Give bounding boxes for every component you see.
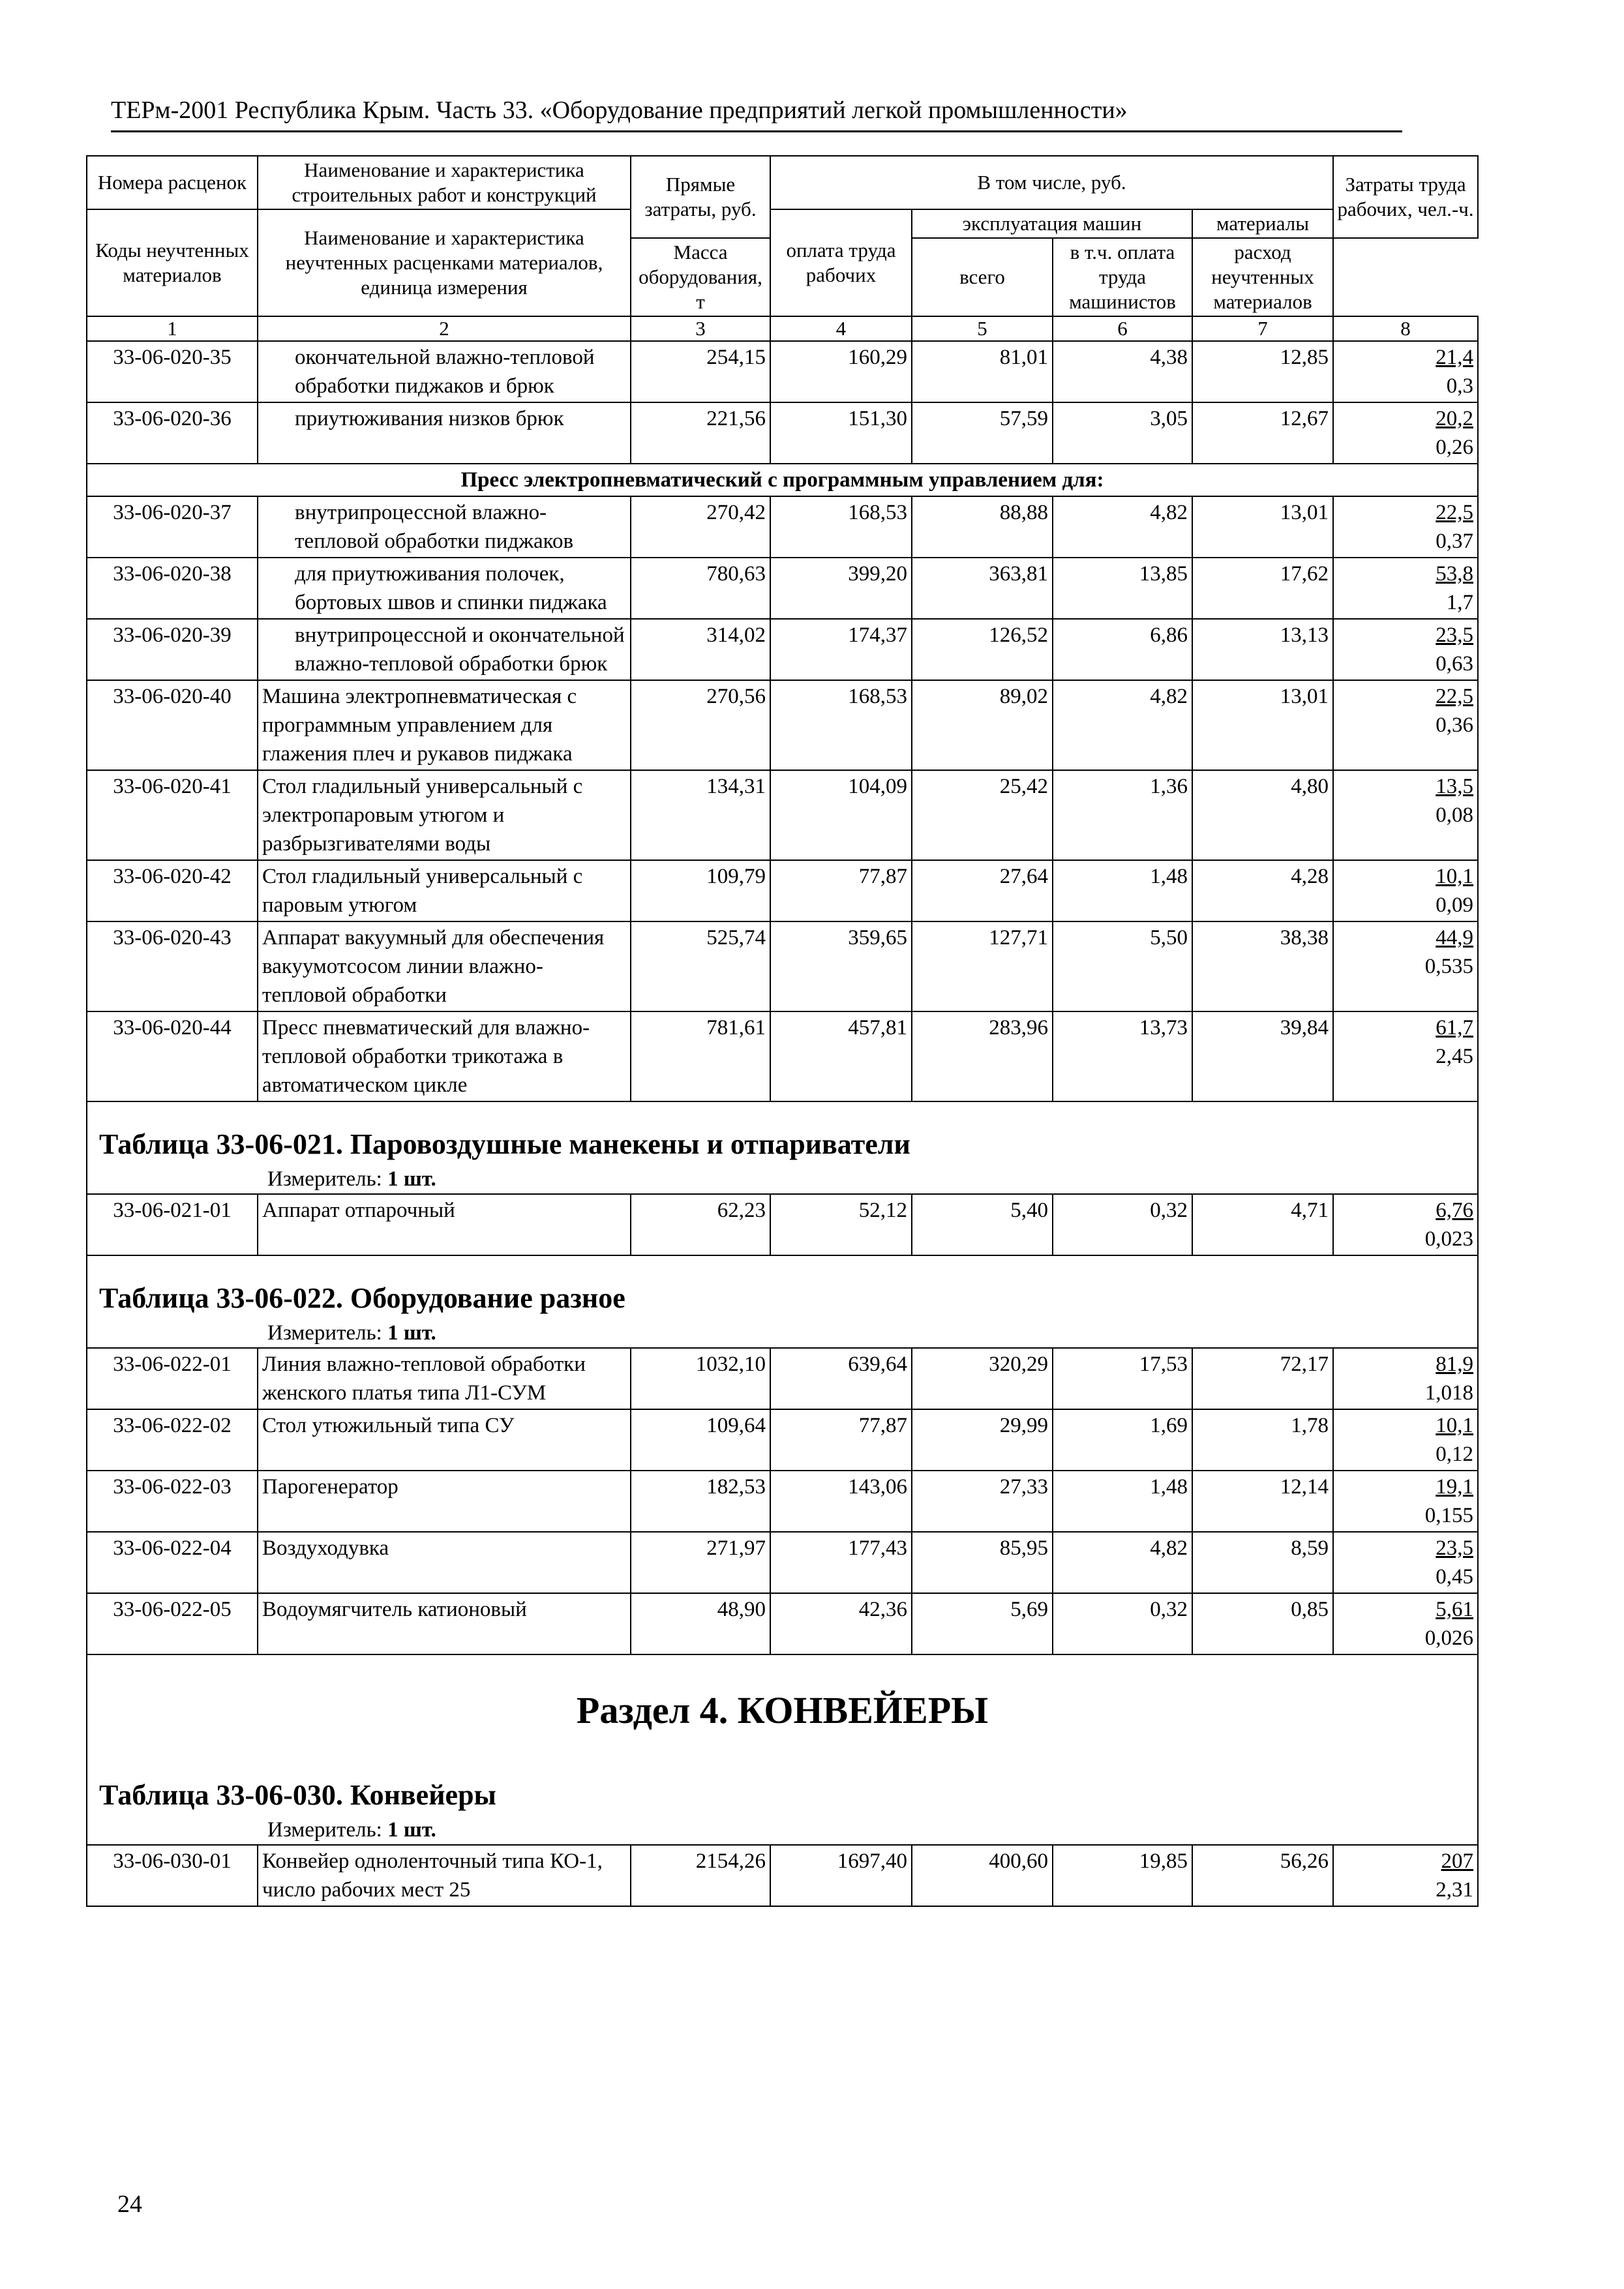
rate-code: 33-06-020-40 <box>87 680 258 770</box>
machinist-cost: 4,38 <box>1053 341 1192 402</box>
machines-cost: 320,29 <box>912 1348 1053 1409</box>
direct-cost: 109,64 <box>631 1409 770 1471</box>
direct-cost: 314,02 <box>631 619 770 680</box>
machines-cost: 400,60 <box>912 1845 1053 1906</box>
materials-cost: 0,85 <box>1192 1593 1333 1654</box>
rate-code: 33-06-020-36 <box>87 402 258 464</box>
direct-cost: 182,53 <box>631 1471 770 1532</box>
page-header: ТЕРм-2001 Республика Крым. Часть 33. «Оборудование предприятий легкой промышленности» <box>111 95 1402 132</box>
rate-code: 33-06-020-35 <box>87 341 258 402</box>
rate-code: 33-06-020-43 <box>87 921 258 1011</box>
col4-header: оплата труда рабочих <box>770 209 912 316</box>
rate-name: Стол утюжильный типа СУ <box>258 1409 631 1471</box>
mass-value: 0,37 <box>1436 530 1474 553</box>
unit-row-cell <box>87 1817 1478 1845</box>
col1-top-header: Номера расценок <box>87 156 258 209</box>
machines-cost: 89,02 <box>912 680 1053 770</box>
direct-cost: 62,23 <box>631 1194 770 1255</box>
col6-header: в т.ч. оплата труда машинистов <box>1053 238 1192 316</box>
wages-cost: 639,64 <box>770 1348 912 1409</box>
labor-value: 23,5 <box>1436 1536 1474 1560</box>
machines-cost: 85,95 <box>912 1532 1053 1593</box>
labor-value: 53,8 <box>1436 562 1474 586</box>
labor-value: 23,5 <box>1436 623 1474 647</box>
materials-cost: 72,17 <box>1192 1348 1333 1409</box>
table-row <box>87 402 1478 464</box>
wages-cost: 52,12 <box>770 1194 912 1255</box>
rate-name: Линия влажно-тепловой обработки женского платья типа Л1-СУМ <box>258 1348 631 1409</box>
rate-name: внутрипроцессной и окончательной влажно-тепловой обработки брюк <box>258 619 631 680</box>
labor-value: 61,7 <box>1436 1016 1474 1040</box>
section-title <box>87 1654 1478 1753</box>
wages-cost: 168,53 <box>770 496 912 558</box>
rate-code: 33-06-030-01 <box>87 1845 258 1906</box>
machinist-cost: 19,85 <box>1053 1845 1192 1906</box>
direct-cost: 109,79 <box>631 860 770 921</box>
machinist-cost: 13,73 <box>1053 1011 1192 1101</box>
wages-cost: 42,36 <box>770 1593 912 1654</box>
mass-value: 1,018 <box>1424 1381 1474 1405</box>
rate-name: окончательной влажно-тепловой обработки пиджаков и брюк <box>258 341 631 402</box>
column-number: 2 <box>258 316 631 341</box>
rate-name: приутюживания низков брюк <box>258 402 631 464</box>
rate-code: 33-06-022-04 <box>87 1532 258 1593</box>
table-row <box>87 341 1478 402</box>
wages-cost: 104,09 <box>770 770 912 860</box>
labor-value: 207 <box>1441 1849 1474 1873</box>
wages-cost: 177,43 <box>770 1532 912 1593</box>
rate-code: 33-06-022-02 <box>87 1409 258 1471</box>
unit-row <box>87 1320 1478 1348</box>
machines-cost: 25,42 <box>912 770 1053 860</box>
table-row <box>87 1011 1478 1101</box>
wages-cost: 174,37 <box>770 619 912 680</box>
table-row <box>87 860 1478 921</box>
rate-name: Водоумягчитель катионовый <box>258 1593 631 1654</box>
labor-value: 13,5 <box>1436 775 1474 798</box>
machinist-cost: 1,36 <box>1053 770 1192 860</box>
labor-value: 22,5 <box>1436 501 1474 524</box>
machinist-cost: 1,48 <box>1053 1471 1192 1532</box>
machinist-cost: 6,86 <box>1053 619 1192 680</box>
mass-value: 2,45 <box>1436 1045 1474 1068</box>
labor-value: 22,5 <box>1436 685 1474 708</box>
mass-value: 0,3 <box>1446 374 1474 398</box>
table-row <box>87 619 1478 680</box>
mass-value: 0,023 <box>1424 1227 1474 1251</box>
column-number-row <box>87 316 1478 341</box>
machines-cost: 363,81 <box>912 558 1053 619</box>
labor-mass-cell <box>1333 1593 1478 1654</box>
labor-mass-cell <box>1333 770 1478 860</box>
machines-cost: 57,59 <box>912 402 1053 464</box>
direct-cost: 1032,10 <box>631 1348 770 1409</box>
column-number: 1 <box>87 316 258 341</box>
wages-cost: 399,20 <box>770 558 912 619</box>
labor-value: 44,9 <box>1436 926 1474 950</box>
column-number: 8 <box>1333 316 1478 341</box>
direct-cost: 270,56 <box>631 680 770 770</box>
direct-cost: 525,74 <box>631 921 770 1011</box>
rate-code: 33-06-020-44 <box>87 1011 258 1101</box>
rate-code: 33-06-020-41 <box>87 770 258 860</box>
labor-mass-cell <box>1333 341 1478 402</box>
machines-group-header: эксплуатация машин <box>912 209 1192 238</box>
column-number: 5 <box>912 316 1053 341</box>
direct-cost: 134,31 <box>631 770 770 860</box>
table-row <box>87 1194 1478 1255</box>
machinist-cost: 13,85 <box>1053 558 1192 619</box>
rate-code: 33-06-020-42 <box>87 860 258 921</box>
subheading-row <box>87 464 1478 496</box>
subheading-row-cell: Пресс электропневматический с программным управлением для: <box>87 464 1478 496</box>
col2-bottom-header: Наименование и характеристика неучтенных расценками материалов, единица измерения <box>258 209 631 316</box>
wages-cost: 143,06 <box>770 1471 912 1532</box>
column-number: 7 <box>1192 316 1333 341</box>
machinist-cost: 5,50 <box>1053 921 1192 1011</box>
wages-cost: 457,81 <box>770 1011 912 1101</box>
table-row <box>87 558 1478 619</box>
unit-value: 1 шт. <box>387 1818 436 1842</box>
materials-cost: 13,01 <box>1192 680 1333 770</box>
unit-label: Измеритель: <box>267 1818 382 1842</box>
rate-name: Аппарат вакуумный для обеспечения вакуумотсосом линии влажно-тепловой обработки <box>258 921 631 1011</box>
rate-code: 33-06-022-03 <box>87 1471 258 1532</box>
machines-cost: 127,71 <box>912 921 1053 1011</box>
col5-header: всего <box>912 238 1053 316</box>
materials-cost: 39,84 <box>1192 1011 1333 1101</box>
direct-cost: 781,61 <box>631 1011 770 1101</box>
materials-cost: 12,67 <box>1192 402 1333 464</box>
materials-cost: 4,80 <box>1192 770 1333 860</box>
col8-top-header: Затраты труда рабочих, чел.-ч. <box>1333 156 1478 238</box>
rate-name: Воздуходувка <box>258 1532 631 1593</box>
mass-value: 2,31 <box>1436 1878 1474 1902</box>
rate-code: 33-06-021-01 <box>87 1194 258 1255</box>
direct-cost: 780,63 <box>631 558 770 619</box>
rate-name: Конвейер одноленточный типа КО-1, число рабочих мест 25 <box>258 1845 631 1906</box>
rate-name: внутрипроцессной влажно-тепловой обработки пиджаков <box>258 496 631 558</box>
col8-bottom-header: Масса оборудования, т <box>631 238 770 316</box>
rate-code: 33-06-022-01 <box>87 1348 258 1409</box>
machinist-cost: 1,48 <box>1053 860 1192 921</box>
header-row-1 <box>87 156 1478 209</box>
machinist-cost: 17,53 <box>1053 1348 1192 1409</box>
header-row-2 <box>87 209 1478 238</box>
labor-mass-cell <box>1333 1532 1478 1593</box>
materials-group-header: материалы <box>1192 209 1333 238</box>
machines-cost: 81,01 <box>912 341 1053 402</box>
mass-value: 0,026 <box>1424 1626 1474 1650</box>
table-title <box>87 1753 1478 1817</box>
mass-value: 0,08 <box>1436 803 1474 827</box>
mass-value: 1,7 <box>1446 591 1474 614</box>
labor-value: 81,9 <box>1436 1353 1474 1376</box>
wages-cost: 77,87 <box>770 860 912 921</box>
machinist-cost: 1,69 <box>1053 1409 1192 1471</box>
table-title <box>87 1101 1478 1166</box>
col7-header: расход неучтенных материалов <box>1192 238 1333 316</box>
machines-cost: 29,99 <box>912 1409 1053 1471</box>
wages-cost: 359,65 <box>770 921 912 1011</box>
machinist-cost: 0,32 <box>1053 1194 1192 1255</box>
machinist-cost: 4,82 <box>1053 680 1192 770</box>
materials-cost: 4,28 <box>1192 860 1333 921</box>
materials-cost: 1,78 <box>1192 1409 1333 1471</box>
materials-cost: 4,71 <box>1192 1194 1333 1255</box>
table-row <box>87 1409 1478 1471</box>
mass-value: 0,12 <box>1436 1443 1474 1466</box>
mass-value: 0,535 <box>1424 955 1474 978</box>
unit-label: Измеритель: <box>267 1167 382 1191</box>
machines-cost: 5,69 <box>912 1593 1053 1654</box>
table-title-cell: Таблица 33-06-021. Паровоздушные манекены и отпариватели <box>87 1101 1478 1166</box>
rate-name: Пресс пневматический для влажно-тепловой обработки трикотажа в автоматическом цикле <box>258 1011 631 1101</box>
table-title-cell: Таблица 33-06-022. Оборудование разное <box>87 1255 1478 1320</box>
wages-cost: 1697,40 <box>770 1845 912 1906</box>
rate-name: Машина электропневматическая с программным управлением для глажения плеч и рукавов пиджака <box>258 680 631 770</box>
labor-value: 19,1 <box>1436 1475 1474 1499</box>
table-row <box>87 1348 1478 1409</box>
page-number: 24 <box>117 2191 142 2218</box>
labor-mass-cell <box>1333 1845 1478 1906</box>
wages-cost: 151,30 <box>770 402 912 464</box>
unit-label: Измеритель: <box>267 1321 382 1345</box>
mass-value: 0,155 <box>1424 1504 1474 1527</box>
table-row <box>87 680 1478 770</box>
incl-group-header: В том числе, руб. <box>770 156 1333 209</box>
unit-row-cell <box>87 1320 1478 1348</box>
labor-mass-cell <box>1333 1011 1478 1101</box>
rates-table <box>86 155 1479 1907</box>
materials-cost: 8,59 <box>1192 1532 1333 1593</box>
mass-value: 0,63 <box>1436 652 1474 676</box>
section-title-cell: Раздел 4. КОНВЕЙЕРЫ <box>87 1654 1478 1753</box>
labor-mass-cell <box>1333 860 1478 921</box>
machines-cost: 126,52 <box>912 619 1053 680</box>
labor-mass-cell <box>1333 1409 1478 1471</box>
labor-mass-cell <box>1333 619 1478 680</box>
machinist-cost: 4,82 <box>1053 1532 1192 1593</box>
col2-top-header: Наименование и характеристика строительных работ и конструкций <box>258 156 631 209</box>
labor-mass-cell <box>1333 1348 1478 1409</box>
rate-code: 33-06-020-38 <box>87 558 258 619</box>
table-row <box>87 921 1478 1011</box>
machines-cost: 5,40 <box>912 1194 1053 1255</box>
machines-cost: 88,88 <box>912 496 1053 558</box>
table-row <box>87 1593 1478 1654</box>
column-number: 3 <box>631 316 770 341</box>
labor-value: 20,2 <box>1436 407 1474 430</box>
table-title <box>87 1255 1478 1320</box>
mass-value: 0,09 <box>1436 893 1474 917</box>
table-row <box>87 496 1478 558</box>
labor-mass-cell <box>1333 1471 1478 1532</box>
labor-mass-cell <box>1333 402 1478 464</box>
rate-name: для приутюживания полочек, бортовых швов и спинки пиджака <box>258 558 631 619</box>
materials-cost: 13,13 <box>1192 619 1333 680</box>
wages-cost: 160,29 <box>770 341 912 402</box>
rate-name: Аппарат отпарочный <box>258 1194 631 1255</box>
direct-cost: 48,90 <box>631 1593 770 1654</box>
direct-cost: 2154,26 <box>631 1845 770 1906</box>
materials-cost: 17,62 <box>1192 558 1333 619</box>
labor-mass-cell <box>1333 921 1478 1011</box>
rate-name: Стол гладильный универсальный с электропаровым утюгом и разбрызгивателями воды <box>258 770 631 860</box>
direct-cost: 271,97 <box>631 1532 770 1593</box>
mass-value: 0,26 <box>1436 436 1474 459</box>
labor-mass-cell <box>1333 558 1478 619</box>
unit-row <box>87 1817 1478 1845</box>
machines-cost: 283,96 <box>912 1011 1053 1101</box>
rate-name: Парогенератор <box>258 1471 631 1532</box>
rate-code: 33-06-022-05 <box>87 1593 258 1654</box>
machinist-cost: 3,05 <box>1053 402 1192 464</box>
mass-value: 0,45 <box>1436 1565 1474 1589</box>
labor-mass-cell <box>1333 1194 1478 1255</box>
rate-code: 33-06-020-37 <box>87 496 258 558</box>
labor-value: 6,76 <box>1436 1199 1474 1222</box>
wages-cost: 168,53 <box>770 680 912 770</box>
labor-value: 5,61 <box>1436 1598 1474 1621</box>
rate-name: Стол гладильный универсальный с паровым утюгом <box>258 860 631 921</box>
table-row <box>87 1471 1478 1532</box>
unit-row <box>87 1166 1478 1194</box>
machinist-cost: 0,32 <box>1053 1593 1192 1654</box>
direct-cost: 254,15 <box>631 341 770 402</box>
col1-bottom-header: Коды неучтенных материалов <box>87 209 258 316</box>
labor-mass-cell <box>1333 496 1478 558</box>
column-number: 6 <box>1053 316 1192 341</box>
materials-cost: 13,01 <box>1192 496 1333 558</box>
table-row <box>87 1532 1478 1593</box>
table-row <box>87 770 1478 860</box>
materials-cost: 38,38 <box>1192 921 1333 1011</box>
machines-cost: 27,64 <box>912 860 1053 921</box>
table-title-cell: Таблица 33-06-030. Конвейеры <box>87 1753 1478 1817</box>
col3-header: Прямые затраты, руб. <box>631 156 770 238</box>
machinist-cost: 4,82 <box>1053 496 1192 558</box>
wages-cost: 77,87 <box>770 1409 912 1471</box>
unit-value: 1 шт. <box>387 1167 436 1191</box>
materials-cost: 56,26 <box>1192 1845 1333 1906</box>
labor-value: 21,4 <box>1436 346 1474 369</box>
unit-value: 1 шт. <box>387 1321 436 1345</box>
unit-row-cell <box>87 1166 1478 1194</box>
mass-value: 0,36 <box>1436 713 1474 737</box>
rate-code: 33-06-020-39 <box>87 619 258 680</box>
column-number: 4 <box>770 316 912 341</box>
direct-cost: 221,56 <box>631 402 770 464</box>
labor-mass-cell <box>1333 680 1478 770</box>
machines-cost: 27,33 <box>912 1471 1053 1532</box>
labor-value: 10,1 <box>1436 1414 1474 1437</box>
labor-value: 10,1 <box>1436 865 1474 888</box>
direct-cost: 270,42 <box>631 496 770 558</box>
materials-cost: 12,85 <box>1192 341 1333 402</box>
table-row <box>87 1845 1478 1906</box>
materials-cost: 12,14 <box>1192 1471 1333 1532</box>
